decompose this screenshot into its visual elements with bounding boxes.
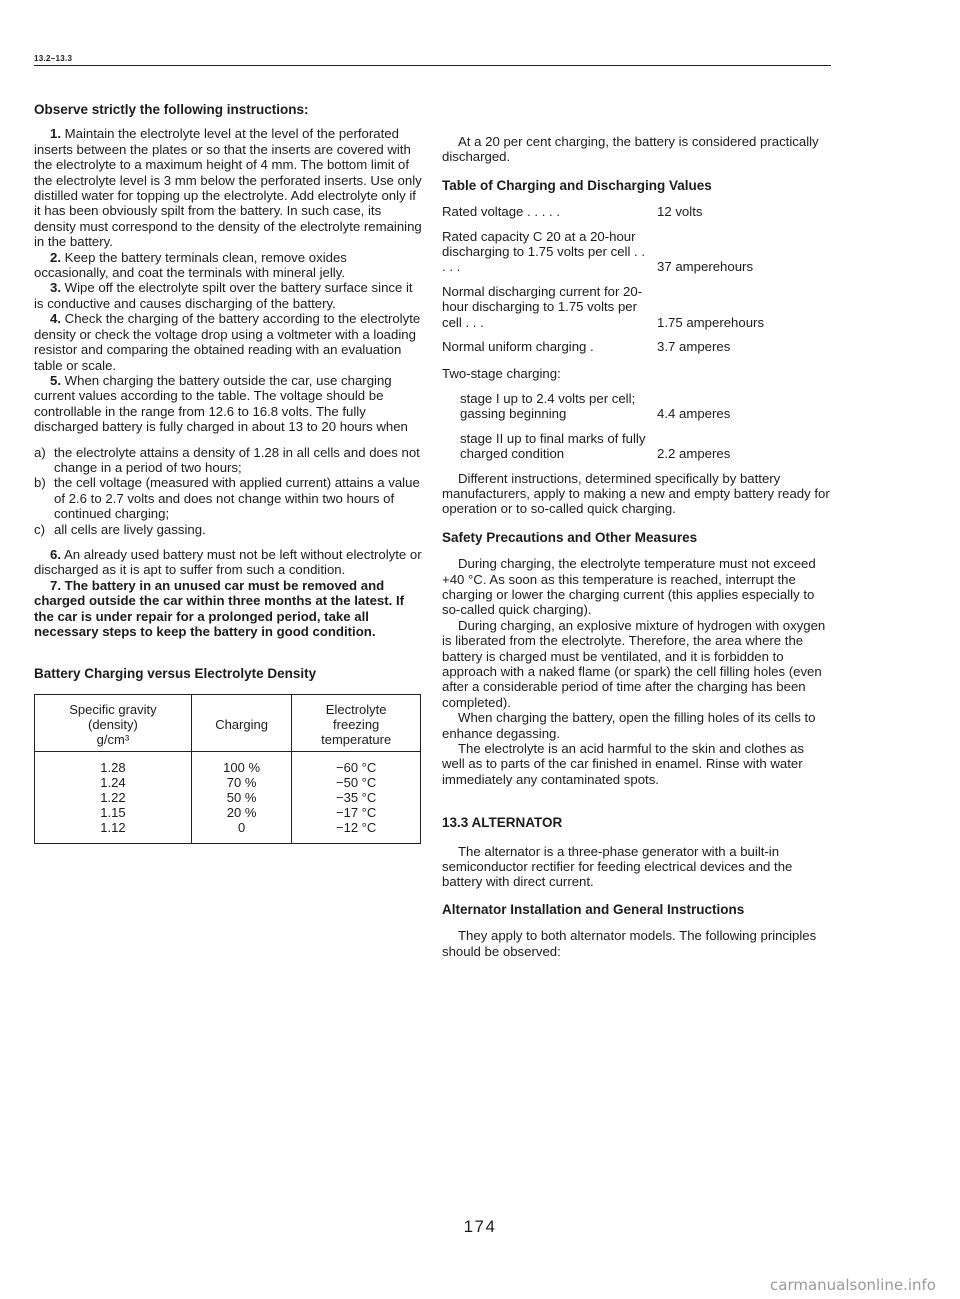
- watermark: carmanualsonline.info: [770, 1276, 936, 1294]
- spec-value: 3.7 amperes: [657, 339, 731, 355]
- charging-cell: 100 % 70 % 50 % 20 % 0: [191, 751, 291, 843]
- instruction-2: 2. Keep the battery terminals clean, remove oxides occasionally, and coat the terminals with mineral jelly.: [34, 249, 347, 281]
- list-item: b) the cell voltage (measured with applied current) attains a value of 2.6 to 2.7 volts and does not change within two hours of continued charging;: [34, 475, 420, 522]
- installation-paragraph: They apply to both alternator models. The following principles should be observed:: [442, 928, 817, 959]
- stage-key: stage II up to final marks of fully charged condition: [460, 430, 646, 462]
- alternator-paragraph: The alternator is a three-phase generator with a built-in semiconductor rectifier for feeding electrical devices and the battery with direct current.: [442, 843, 793, 890]
- spec-value: 1.75 amperehours: [657, 314, 765, 330]
- page-number: 174: [463, 1217, 497, 1236]
- right-column: [442, 102, 830, 959]
- safety-paragraph: When charging the battery, open the filling holes of its cells to enhance degassing.: [442, 710, 816, 741]
- spec-key: Rated capacity C 20 at a 20-hour discharging to 1.75 volts per cell . . . . .: [442, 228, 646, 275]
- list-item: a) the electrolyte attains a density of 1.28 in all cells and does not change in a period of two hours;: [34, 444, 420, 475]
- stage-value: 4.4 amperes: [657, 406, 731, 422]
- spec-value: 12 volts: [657, 204, 703, 220]
- left-column: [34, 102, 422, 844]
- instruction-7: 7. The battery in an unused car must be removed and charged outside the car within three months at the latest. If the car is under repair for a prolonged period, take all necessary steps to keep the battery in good condition.: [34, 577, 405, 639]
- instruction-3: 3. Wipe off the electrolyte spilt over the battery surface since it is conductive and causes discharging of the battery.: [34, 280, 413, 311]
- intro-paragraph: At a 20 per cent charging, the battery is considered practically discharged.: [442, 134, 819, 165]
- spec-table: [442, 204, 830, 354]
- safety-paragraph: During charging, the electrolyte temperature must not exceed +40 °C. As soon as this temperature is reached, interrupt the charging or lower the charging current (this applies especially to so-called quick charging).: [442, 556, 816, 618]
- spec-value: 37 amperehours: [657, 259, 754, 275]
- gravity-cell: 1.28 1.24 1.22 1.15 1.12: [100, 759, 126, 835]
- safety-heading: Safety Precautions and Other Measures: [442, 529, 698, 545]
- stage-key: stage I up to 2.4 volts per cell; gassing beginning: [460, 390, 636, 422]
- header-rule: [34, 65, 831, 66]
- instruction-4: 4. Check the charging of the battery according to the electrolyte density or check the voltage drop using a voltmeter with a loading resistor and comparing the obtained reading with an evaluation table or scale.: [34, 311, 421, 373]
- table-row: [35, 751, 421, 843]
- spec-key: Normal uniform charging .: [442, 339, 594, 355]
- stage-table: [442, 391, 830, 462]
- safety-paragraph: During charging, an explosive mixture of hydrogen with oxygen is liberated from the electrolyte. Therefore, the area where the battery is charged must be ventilated, and it is forbidden to approach with a naked flame (or spark) the cell filling holes (even after a considerable period of time after the charging has been completed).: [442, 617, 826, 710]
- col-gravity-header: Specific gravity (density) g/cm³: [35, 694, 192, 751]
- col-charging-header: Charging: [191, 694, 291, 751]
- values-heading: Table of Charging and Discharging Values: [442, 177, 712, 193]
- instruction-1: 1. Maintain the electrolyte level at the level of the perforated inserts between the plates or so that the inserts are covered with the electrolyte to a maximum height of 4 mm. The bottom limit of the electrolyte level is 3 mm below the perforated inserts. Use only distilled water for topping up the electrolyte. Add electrolyte only if it has been obviously spilt from the battery. In such case, its density must correspond to the density of the electrolyte remaining in the battery.: [34, 126, 422, 250]
- stage-value: 2.2 amperes: [657, 446, 731, 462]
- col-temp-header: Electrolyte freezing temperature: [292, 694, 421, 751]
- section-code: 13.2–13.3: [34, 54, 73, 63]
- temp-cell: −60 °C −50 °C −35 °C −17 °C −12 °C: [292, 751, 421, 843]
- spec-key: Normal discharging current for 20-hour discharging to 1.75 volts per cell . . .: [442, 283, 643, 330]
- alternator-heading: 13.3 ALTERNATOR: [442, 815, 563, 831]
- density-table: [34, 694, 421, 844]
- spec-key: Rated voltage . . . . .: [442, 204, 561, 220]
- different-paragraph: Different instructions, determined specifically by battery manufacturers, apply to making a new and empty battery ready for operation or to so-called quick charging.: [442, 470, 830, 517]
- instruction-5: 5. When charging the battery outside the car, use charging current values according to the table. The voltage should be controllable in the range from 12.6 to 16.8 volts. The fully discharged battery is fully charged in about 13 to 20 hours when: [34, 372, 408, 435]
- safety-paragraph: The electrolyte is an acid harmful to the skin and clothes as well as to parts of the car finished in enamel. Rinse with water immediately any contaminated spots.: [442, 741, 804, 787]
- instruction-6: 6. An already used battery must not be left without electrolyte or discharged as it is apt to suffer from such a condition.: [34, 546, 422, 578]
- condition-list: [34, 445, 422, 537]
- installation-heading: Alternator Installation and General Instructions: [442, 901, 745, 917]
- density-heading: Battery Charging versus Electrolyte Density: [34, 666, 317, 682]
- instructions-heading: Observe strictly the following instructions:: [34, 102, 309, 117]
- list-item: c) all cells are lively gassing.: [34, 521, 206, 537]
- two-stage-label: Two-stage charging:: [442, 366, 561, 382]
